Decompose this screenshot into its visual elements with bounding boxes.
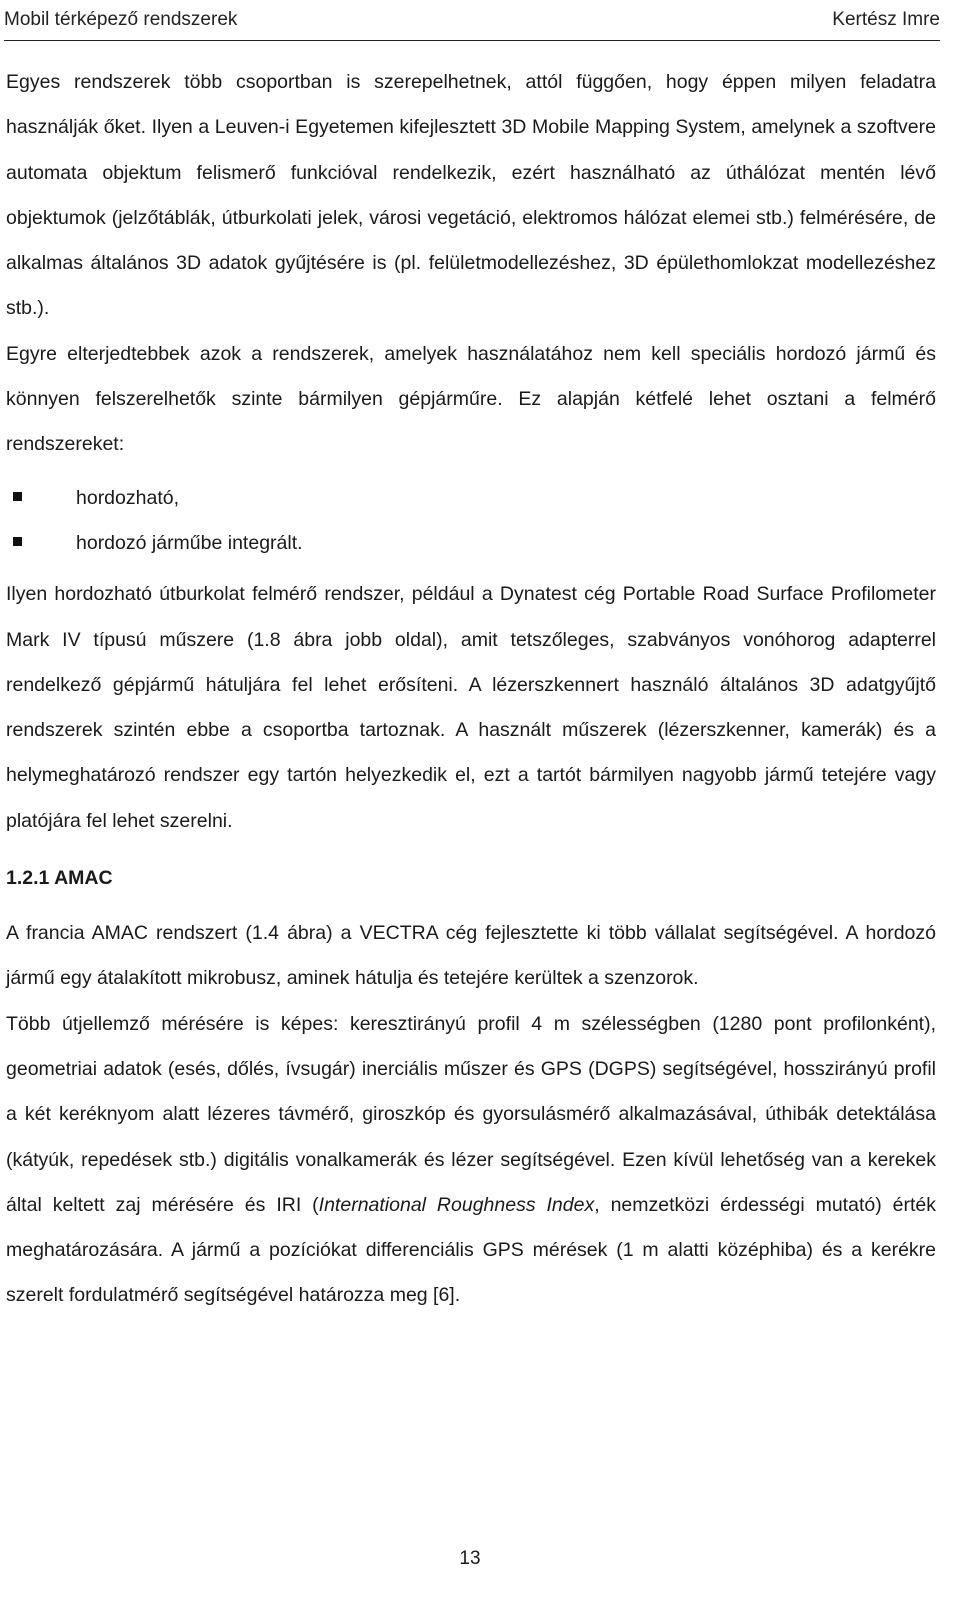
list-item xyxy=(6,476,936,521)
section-number: 1.2.1 xyxy=(6,867,50,890)
square-bullet-icon xyxy=(13,492,22,501)
paragraph xyxy=(6,1002,936,1319)
list-item-text: hordozó járműbe integrált. xyxy=(76,531,303,554)
paragraph: Egyes rendszerek több csoportban is szerepelhetnek, attól függően, hogy éppen milyen feladatra használják őket. Ilyen a Leuven-i Egyetemen kifejlesztett 3D Mobile Mapping System, amelynek a szoftvere automata objektum felismerő funkcióval rendelkezik, ezért használható az úthálózat mentén lévő objektumok (jelzőtáblák, útburkolati jelek, városi vegetáció, elektromos hálózat elemei stb.) felmérésére, de alkalmas általános 3D adatok gyűjtésére is (pl. felületmodellezéshez, 3D épülethomlokzat modellezéshez stb.). xyxy=(6,71,936,320)
page-content xyxy=(6,60,936,1319)
paragraph-text: , nemzetközi érdességi mutató) érték meghatározására. A jármű a pozíciókat differenciális GPS mérések (1 m alatti középhiba) és a kerékre szerelt fordulatmérő segítségével határozza meg [6]. xyxy=(6,1193,936,1307)
paragraph: A francia AMAC rendszert (1.4 ábra) a VECTRA cég fejlesztette ki több vállalat segítségével. A hordozó jármű egy átalakított mikrobusz, aminek hátulja és tetejére kerültek a szenzorok. xyxy=(6,922,936,990)
paragraph-text: Több útjellemző mérésére is képes: keresztirányú profil 4 m szélességben (1280 pont profilonként), geometriai adatok (esés, dőlés, ívsugár) inerciális műszer és GPS (DGPS) segítségével, hosszirányú profil a két keréknyom alatt lézeres távmérő, giroszkóp és gyorsulásmérő alkalmazásával, úthibák detektálása (kátyúk, repedések stb.) digitális vonalkamerák és lézer segítségével. Ezen kívül lehetőség van a kerekek által keltett zaj mérésére és IRI ( xyxy=(6,1012,936,1216)
emphasis-text: International Roughness Index xyxy=(318,1193,595,1216)
section-title: AMAC xyxy=(54,867,113,890)
paragraph: Ilyen hordozható útburkolat felmérő rendszer, például a Dynatest cég Portable Road Surface Profilometer Mark IV típusú műszere (1.8 ábra jobb oldal), amit tetszőleges, szabványos vonóhorog adapterrel rendelkező gépjármű hátuljára fel lehet erősíteni. A lézerszkennert használó általános 3D adatgyűjtő rendszerek szintén ebbe a csoportba tartoznak. A használt műszerek (lézerszkenner, kamerák) és a helymeghatározó rendszer egy tartón helyezkedik el, ezt a tartót bármilyen nagyobb jármű tetejére vagy platójára fel lehet szerelni. xyxy=(6,583,936,832)
header-author: Kertész Imre xyxy=(832,9,940,30)
paragraph: Egyre elterjedtebbek azok a rendszerek, amelyek használatához nem kell speciális hordozó jármű és könnyen felszerelhetők szinte bármilyen gépjárműre. Ez alapján kétfelé lehet osztani a felmérő rendszereket: xyxy=(6,342,936,456)
page-number: 13 xyxy=(459,1548,481,1569)
square-bullet-icon xyxy=(13,537,22,546)
list-item xyxy=(6,521,936,566)
page-header xyxy=(4,0,940,41)
bullet-list xyxy=(6,476,936,567)
list-item-text: hordozható, xyxy=(76,486,179,509)
section-heading xyxy=(6,856,936,901)
header-title: Mobil térképező rendszerek xyxy=(4,9,238,30)
